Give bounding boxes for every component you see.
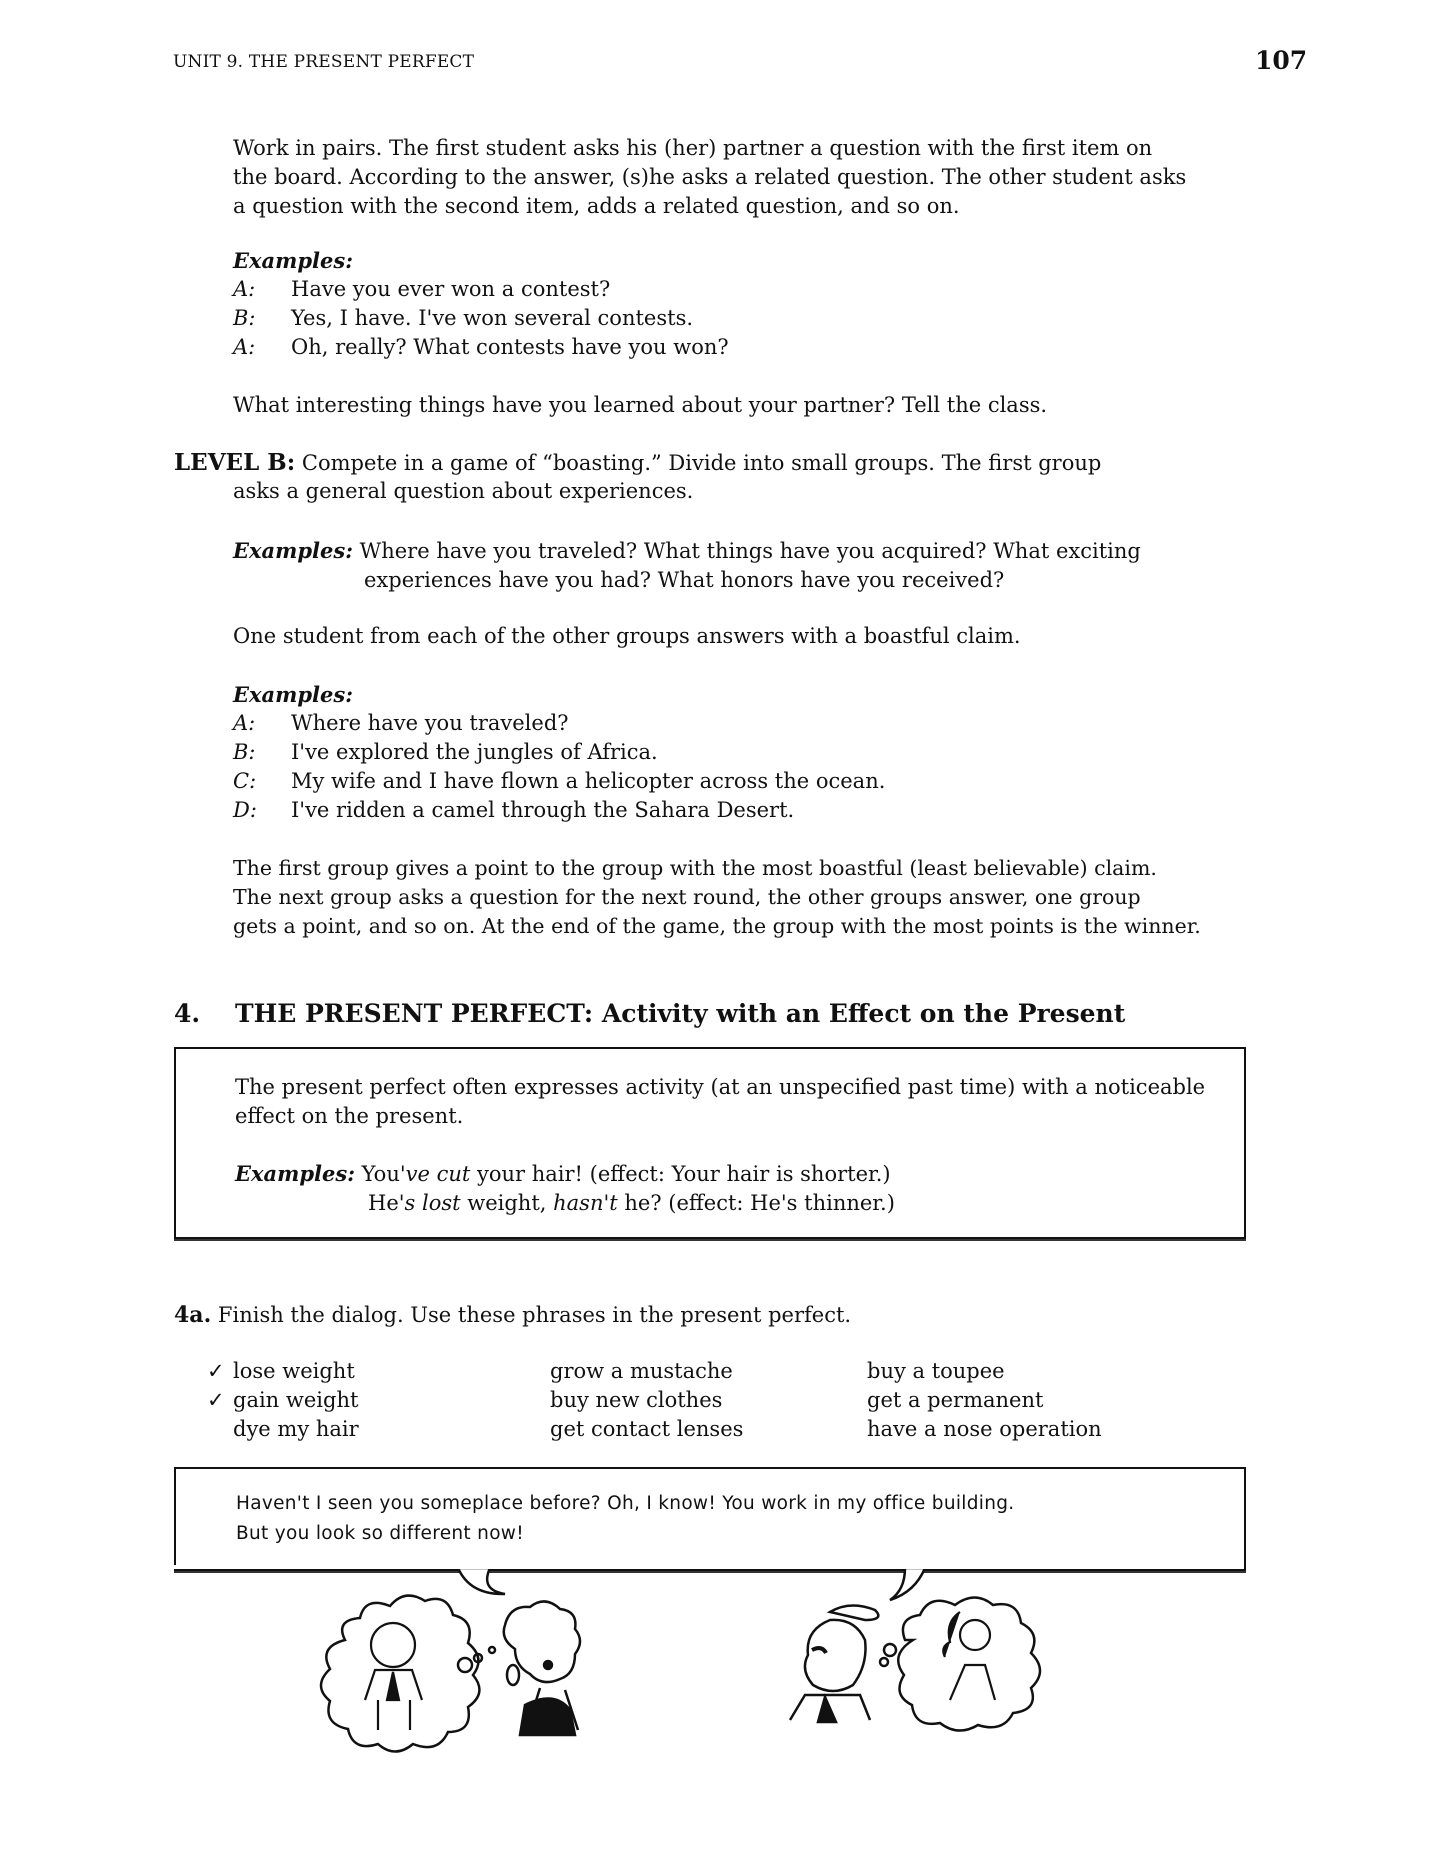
examples-label: Examples: — [233, 682, 353, 707]
ex-text: You — [361, 1162, 400, 1186]
phrase-text: buy a toupee — [867, 1359, 1005, 1383]
thought-cloud-woman — [880, 1598, 1040, 1731]
examples-label: Examples: — [235, 1161, 355, 1186]
level-b-intro-line2: asks a general question about experiences. — [233, 479, 694, 503]
speaker-label: A: — [233, 335, 256, 359]
ex-verb: hasn't — [553, 1191, 618, 1215]
example-text: Oh, really? What contests have you won? — [291, 335, 729, 359]
level-b-label: LEVEL B: — [174, 449, 296, 476]
tail-gap-mask — [172, 1565, 1244, 1569]
checkmark-icon: ✓ — [207, 1388, 225, 1412]
dialog-line: But you look so different now! — [236, 1523, 524, 1544]
ex-text: weight, — [460, 1191, 554, 1215]
rule-line: effect on the present. — [235, 1104, 464, 1128]
scoring-line: The first group gives a point to the group with the most boastful (least believable) claim. — [233, 856, 1157, 880]
examples-label: Examples: — [233, 538, 353, 563]
phrase-text: have a nose operation — [867, 1417, 1102, 1441]
question-examples-line2: experiences have you had? What honors have you received? — [364, 568, 1005, 592]
instruction-line: the board. According to the answer, (s)he asks a related question. The other student asks — [233, 165, 1187, 189]
example-text: I've explored the jungles of Africa. — [291, 740, 658, 764]
speech-tail-right — [890, 1568, 925, 1600]
checkmark-icon: ✓ — [207, 1359, 225, 1383]
page-number: 107 — [1255, 46, 1308, 75]
example-text: My wife and I have flown a helicopter across the ocean. — [291, 769, 886, 793]
man-figure — [790, 1605, 878, 1722]
level-a-followup: What interesting things have you learned about your partner? Tell the class. — [233, 393, 1048, 417]
phrase-text: gain weight — [233, 1388, 359, 1412]
speaker-label: C: — [233, 769, 257, 793]
answer-instruction: One student from each of the other groups answers with a boastful claim. — [233, 624, 1021, 648]
ex-text: your hair! (effect: Your hair is shorter.) — [470, 1162, 891, 1186]
speaker-label: D: — [233, 798, 257, 822]
phrase-text: get a permanent — [867, 1388, 1044, 1412]
ex-verb: 've cut — [399, 1162, 471, 1186]
rule-line: The present perfect often expresses activity (at an unspecified past time) with a noticeable — [235, 1075, 1206, 1099]
phrase-text: buy new clothes — [550, 1388, 723, 1412]
woman-figure — [504, 1601, 580, 1735]
thought-cloud-man — [321, 1596, 495, 1752]
example-text: Where have you traveled? — [291, 711, 569, 735]
example-text: I've ridden a camel through the Sahara Desert. — [291, 798, 795, 822]
speaker-label: A: — [233, 277, 256, 301]
running-head: UNIT 9. THE PRESENT PERFECT — [173, 52, 475, 72]
scoring-line: gets a point, and so on. At the end of the game, the group with the most points is the winner. — [233, 914, 1201, 938]
speech-tail-left — [458, 1568, 505, 1594]
examples-label: Examples: — [233, 248, 353, 273]
ex-verb: 's lost — [398, 1191, 461, 1215]
exercise-instruction: Finish the dialog. Use these phrases in the present perfect. — [217, 1303, 852, 1327]
scoring-line: The next group asks a question for the next round, the other groups answer, one group — [233, 885, 1141, 909]
speaker-label: A: — [233, 711, 256, 735]
thought-man-figure — [365, 1623, 422, 1730]
ex-text: he? (effect: He's thinner.) — [617, 1191, 895, 1215]
section-title: THE PRESENT PERFECT: Activity with an Effect on the Present — [235, 999, 1126, 1028]
exercise-number: 4a. — [174, 1302, 212, 1328]
speaker-label: B: — [233, 740, 256, 764]
example-text: Yes, I have. I've won several contests. — [291, 306, 694, 330]
phrase-text: dye my hair — [233, 1417, 359, 1441]
example-text: Have you ever won a contest? — [291, 277, 611, 301]
ex-text: He — [368, 1191, 399, 1215]
thought-woman-figure — [943, 1612, 995, 1700]
phrase-text: get contact lenses — [550, 1417, 744, 1441]
instruction-line: a question with the second item, adds a related question, and so on. — [233, 194, 960, 218]
question-examples-line1: Where have you traveled? What things have you acquired? What exciting — [359, 539, 1141, 563]
dialog-line: Haven't I seen you someplace before? Oh, I know! You work in my office building. — [236, 1493, 1015, 1514]
phrase-text: lose weight — [233, 1359, 355, 1383]
level-b-intro-line1: Compete in a game of “boasting.” Divide into small groups. The first group — [301, 451, 1102, 475]
instruction-line: Work in pairs. The first student asks his (her) partner a question with the first item on — [233, 136, 1153, 160]
speaker-label: B: — [233, 306, 256, 330]
section-number: 4. — [174, 999, 201, 1028]
phrase-text: grow a mustache — [550, 1359, 733, 1383]
